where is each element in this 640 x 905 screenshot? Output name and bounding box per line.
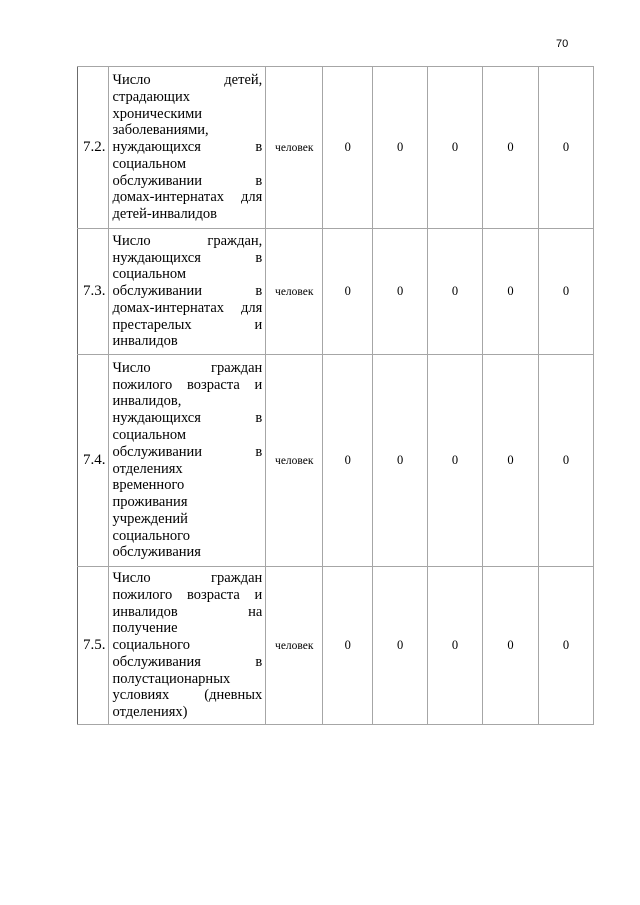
- description-line: обслуживании в: [112, 283, 263, 300]
- description-line: социальном: [112, 426, 187, 443]
- row-description: [108, 567, 266, 725]
- value-cell: 0: [428, 355, 483, 567]
- row-description: [108, 67, 266, 229]
- value-cell: 0: [483, 567, 539, 725]
- description-line: Число граждан,: [112, 232, 263, 249]
- unit-cell: человек: [266, 567, 323, 725]
- unit-cell: человек: [266, 67, 323, 229]
- value-cell: 0: [373, 567, 428, 725]
- description-line: домах-интернатах для: [112, 299, 263, 316]
- description-line: Число детей,: [112, 71, 263, 88]
- row-number: 7.5.: [78, 567, 109, 725]
- description-line: учреждений: [112, 510, 188, 527]
- description-line: нуждающихся в: [112, 139, 263, 156]
- description-line: страдающих: [112, 88, 190, 105]
- value-cell: 0: [483, 229, 539, 355]
- value-cell: 0: [483, 355, 539, 567]
- statistics-table: [77, 66, 594, 725]
- value-cell: 0: [323, 67, 373, 229]
- description-line: обслуживания в: [112, 653, 263, 670]
- description-line: социального: [112, 527, 190, 544]
- value-cell: 0: [323, 567, 373, 725]
- description-line: нуждающихся в: [112, 249, 263, 266]
- description-line: отделениях: [112, 460, 183, 477]
- description-line: обслуживании в: [112, 172, 263, 189]
- table-row: [78, 67, 594, 229]
- description-line: хроническими: [112, 105, 203, 122]
- row-number: 7.2.: [78, 67, 109, 229]
- row-number: 7.3.: [78, 229, 109, 355]
- description-line: Число граждан: [112, 359, 263, 376]
- description-line: проживания: [112, 494, 188, 511]
- description-line: временного: [112, 477, 185, 494]
- description-line: инвалидов: [112, 333, 178, 350]
- value-cell: 0: [539, 67, 594, 229]
- description-line: пожилого возраста и: [112, 586, 263, 603]
- page-number: 70: [556, 38, 569, 50]
- row-number: 7.4.: [78, 355, 109, 567]
- description-line: Число граждан: [112, 569, 263, 586]
- value-cell: 0: [373, 67, 428, 229]
- description-line: инвалидов на: [112, 603, 263, 620]
- description-line: пожилого возраста и: [112, 376, 263, 393]
- value-cell: 0: [428, 229, 483, 355]
- description-line: обслуживании в: [112, 443, 263, 460]
- row-description: [108, 355, 266, 567]
- value-cell: 0: [539, 355, 594, 567]
- description-line: инвалидов,: [112, 393, 182, 410]
- unit-cell: человек: [266, 355, 323, 567]
- description-line: социальном: [112, 266, 187, 283]
- value-cell: 0: [373, 229, 428, 355]
- value-cell: 0: [428, 567, 483, 725]
- value-cell: 0: [373, 355, 428, 567]
- description-line: получение: [112, 620, 178, 637]
- description-line: престарелых и: [112, 316, 263, 333]
- value-cell: 0: [428, 67, 483, 229]
- table-row: [78, 567, 594, 725]
- value-cell: 0: [539, 567, 594, 725]
- unit-cell: человек: [266, 229, 323, 355]
- description-line: отделениях): [112, 704, 188, 721]
- table-body: [78, 67, 594, 725]
- description-line: заболеваниями,: [112, 122, 209, 139]
- description-line: полустационарных: [112, 670, 231, 687]
- row-description: [108, 229, 266, 355]
- value-cell: 0: [483, 67, 539, 229]
- value-cell: 0: [323, 355, 373, 567]
- value-cell: 0: [539, 229, 594, 355]
- description-line: условиях (дневных: [112, 687, 263, 704]
- description-line: социальном: [112, 155, 187, 172]
- description-line: социального: [112, 637, 190, 654]
- description-line: детей-инвалидов: [112, 206, 217, 223]
- description-line: домах-интернатах для: [112, 189, 263, 206]
- description-line: обслуживания: [112, 544, 201, 561]
- description-line: нуждающихся в: [112, 410, 263, 427]
- value-cell: 0: [323, 229, 373, 355]
- table-row: [78, 229, 594, 355]
- table-row: [78, 355, 594, 567]
